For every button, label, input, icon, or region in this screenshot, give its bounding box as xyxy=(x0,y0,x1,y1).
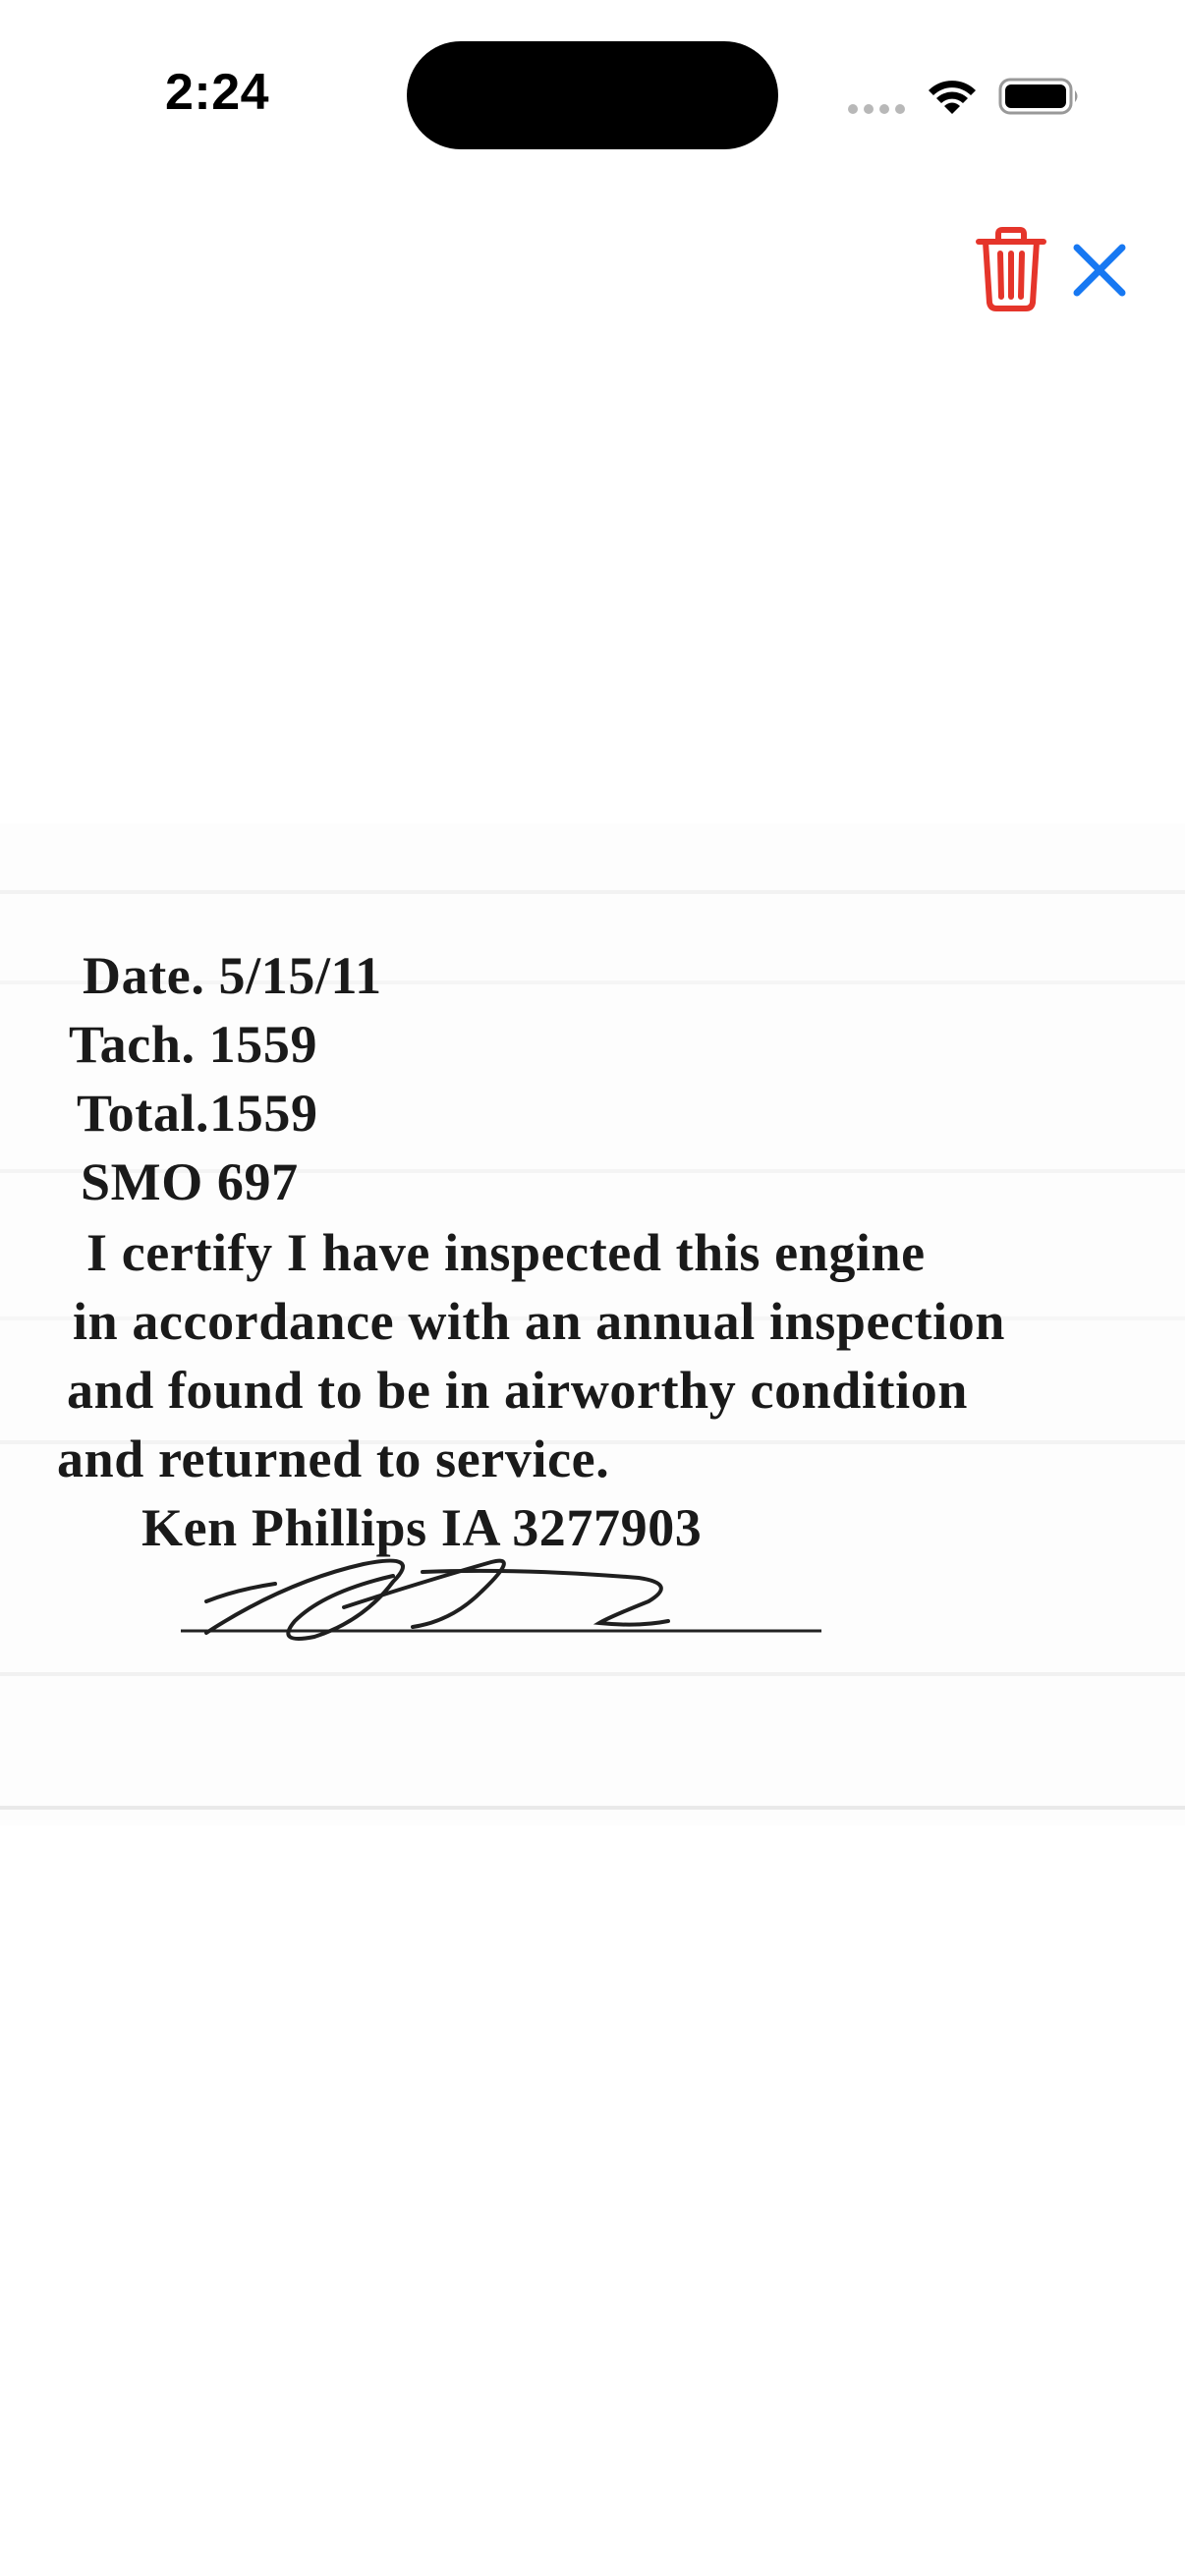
signature xyxy=(167,1542,855,1651)
certification-line-2: in accordance with an annual inspection xyxy=(73,1292,1006,1351)
certification-line-4: and returned to service. xyxy=(57,1429,610,1488)
smo-line: SMO 697 xyxy=(81,1152,299,1211)
tach-line: Tach. 1559 xyxy=(69,1015,318,1074)
close-icon xyxy=(1071,242,1128,299)
certification-line-3: and found to be in airworthy condition xyxy=(67,1361,968,1420)
dynamic-island xyxy=(407,41,778,149)
trash-icon xyxy=(973,226,1049,312)
date-line: Date. 5/15/11 xyxy=(83,946,382,1005)
cellular-signal-icon xyxy=(847,102,908,116)
close-button[interactable] xyxy=(1071,242,1128,299)
certification-line-1: I certify I have inspected this engine xyxy=(86,1223,926,1282)
delete-button[interactable] xyxy=(973,226,1049,312)
inspector-name: Ken Phillips IA 3277903 xyxy=(141,1498,703,1557)
battery-icon xyxy=(998,77,1081,116)
status-time: 2:24 xyxy=(165,64,270,121)
status-bar xyxy=(0,0,1185,187)
wifi-icon xyxy=(927,77,978,116)
total-line: Total.1559 xyxy=(77,1084,318,1143)
